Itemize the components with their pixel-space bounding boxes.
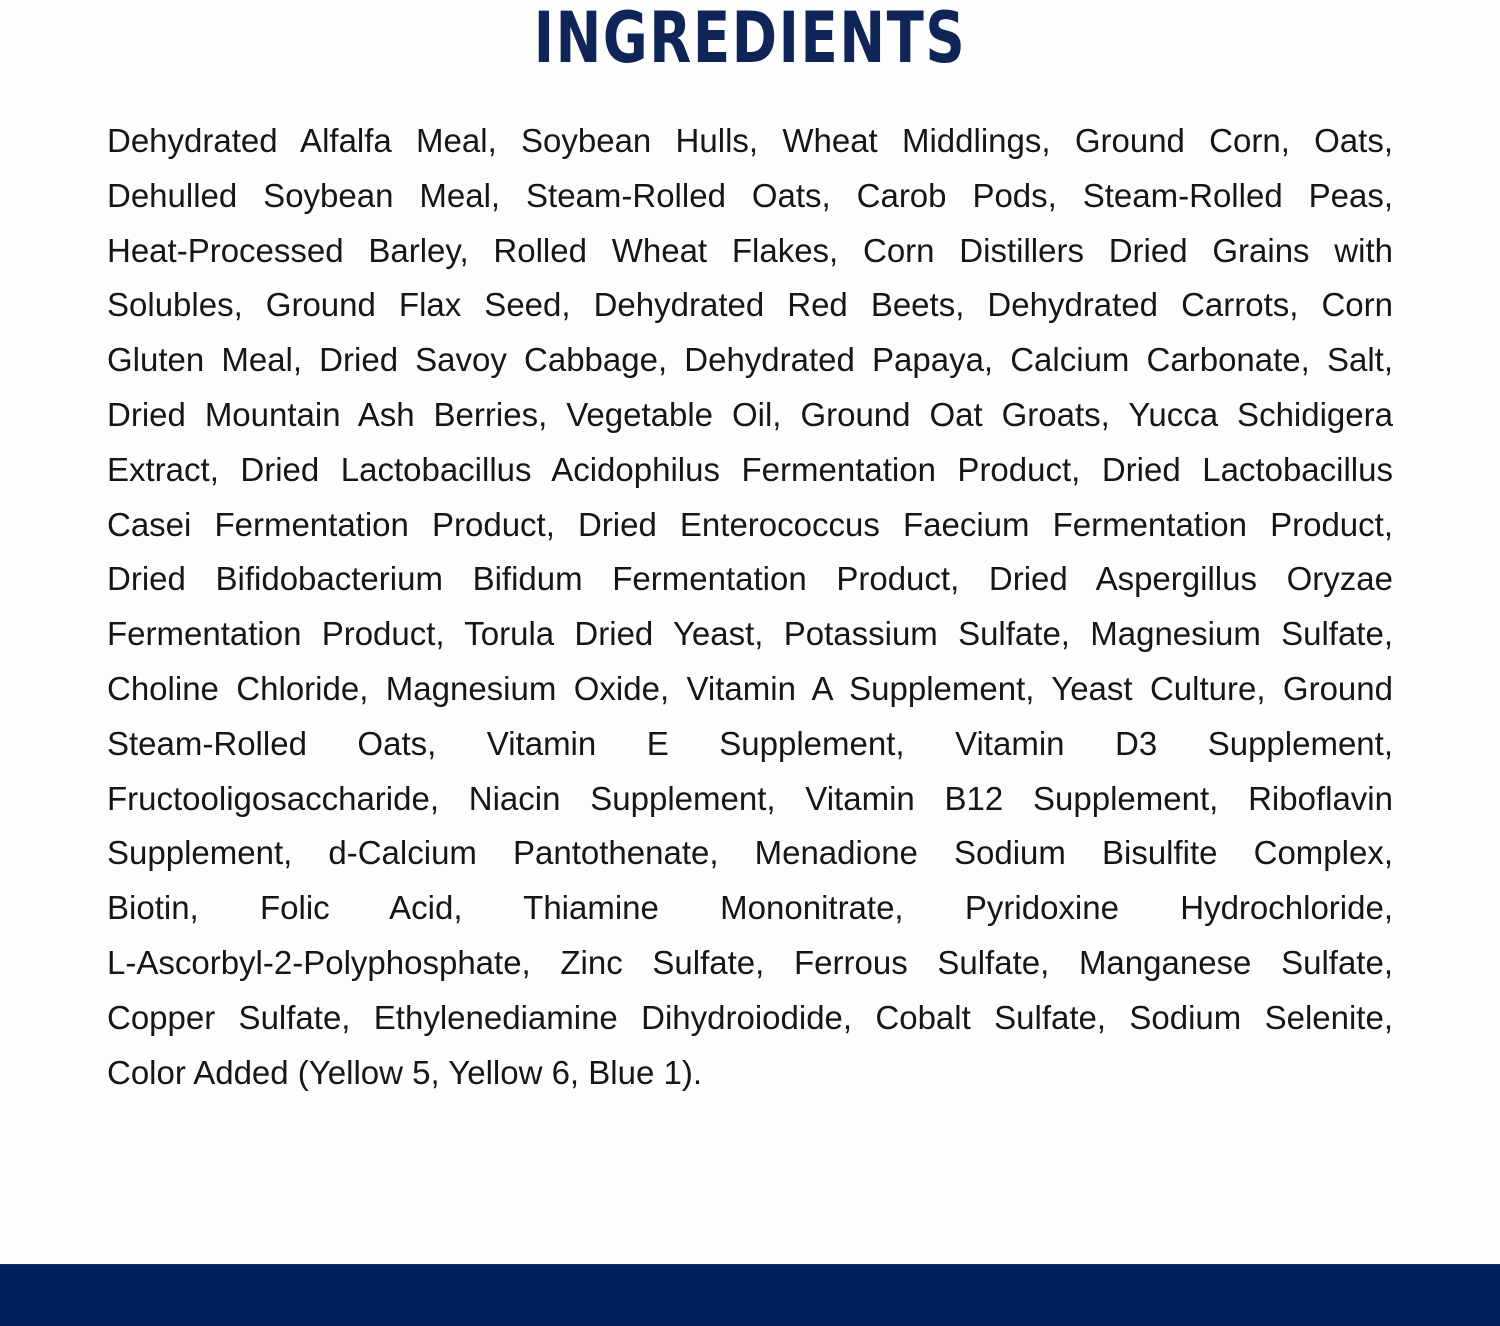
- ingredients-line: L-Ascorbyl-2-Polyphosphate, Zinc Sulfate, Ferrous Sulfate, Manganese Sulfate,: [107, 943, 1393, 981]
- ingredients-line: Gluten Meal, Dried Savoy Cabbage, Dehydrated Papaya, Calcium Carbonate, Salt,: [107, 341, 1393, 379]
- ingredients-line: Steam-Rolled Oats, Vitamin E Supplement, Vitamin D3 Supplement,: [107, 724, 1393, 762]
- ingredients-line: Choline Chloride, Magnesium Oxide, Vitamin A Supplement, Yeast Culture, Ground: [107, 669, 1393, 707]
- ingredients-line: Fructooligosaccharide, Niacin Supplement, Vitamin B12 Supplement, Riboflavin: [107, 779, 1393, 817]
- ingredients-line: Copper Sulfate, Ethylenediamine Dihydroiodide, Cobalt Sulfate, Sodium Selenite,: [107, 998, 1393, 1036]
- ingredients-line: Dehydrated Alfalfa Meal, Soybean Hulls, Wheat Middlings, Ground Corn, Oats,: [107, 122, 1393, 159]
- ingredients-line: Biotin, Folic Acid, Thiamine Mononitrate, Pyridoxine Hydrochloride,: [107, 889, 1393, 927]
- ingredients-line: Extract, Dried Lactobacillus Acidophilus Fermentation Product, Dried Lactobacillus: [107, 450, 1393, 488]
- footer-bar: [0, 1264, 1500, 1326]
- ingredients-line: Casei Fermentation Product, Dried Enterococcus Faecium Fermentation Product,: [107, 505, 1393, 543]
- ingredients-line: Heat-Processed Barley, Rolled Wheat Flakes, Corn Distillers Dried Grains with: [107, 231, 1393, 269]
- ingredients-line: Solubles, Ground Flax Seed, Dehydrated Red Beets, Dehydrated Carrots, Corn: [107, 286, 1393, 324]
- page-title: INGREDIENTS: [533, 0, 967, 79]
- ingredients-line: Dried Mountain Ash Berries, Vegetable Oil, Ground Oat Groats, Yucca Schidigera: [107, 395, 1393, 433]
- ingredients-line: Fermentation Product, Torula Dried Yeast, Potassium Sulfate, Magnesium Sulfate,: [107, 615, 1393, 653]
- ingredients-line: Dehulled Soybean Meal, Steam-Rolled Oats, Carob Pods, Steam-Rolled Peas,: [107, 176, 1393, 214]
- ingredients-line-last: Color Added (Yellow 5, Yellow 6, Blue 1).: [107, 1053, 702, 1091]
- ingredients-line: Dried Bifidobacterium Bifidum Fermentation Product, Dried Aspergillus Oryzae: [107, 560, 1393, 598]
- ingredients-line: Supplement, d-Calcium Pantothenate, Menadione Sodium Bisulfite Complex,: [107, 834, 1393, 872]
- ingredients-list: [107, 114, 1393, 1100]
